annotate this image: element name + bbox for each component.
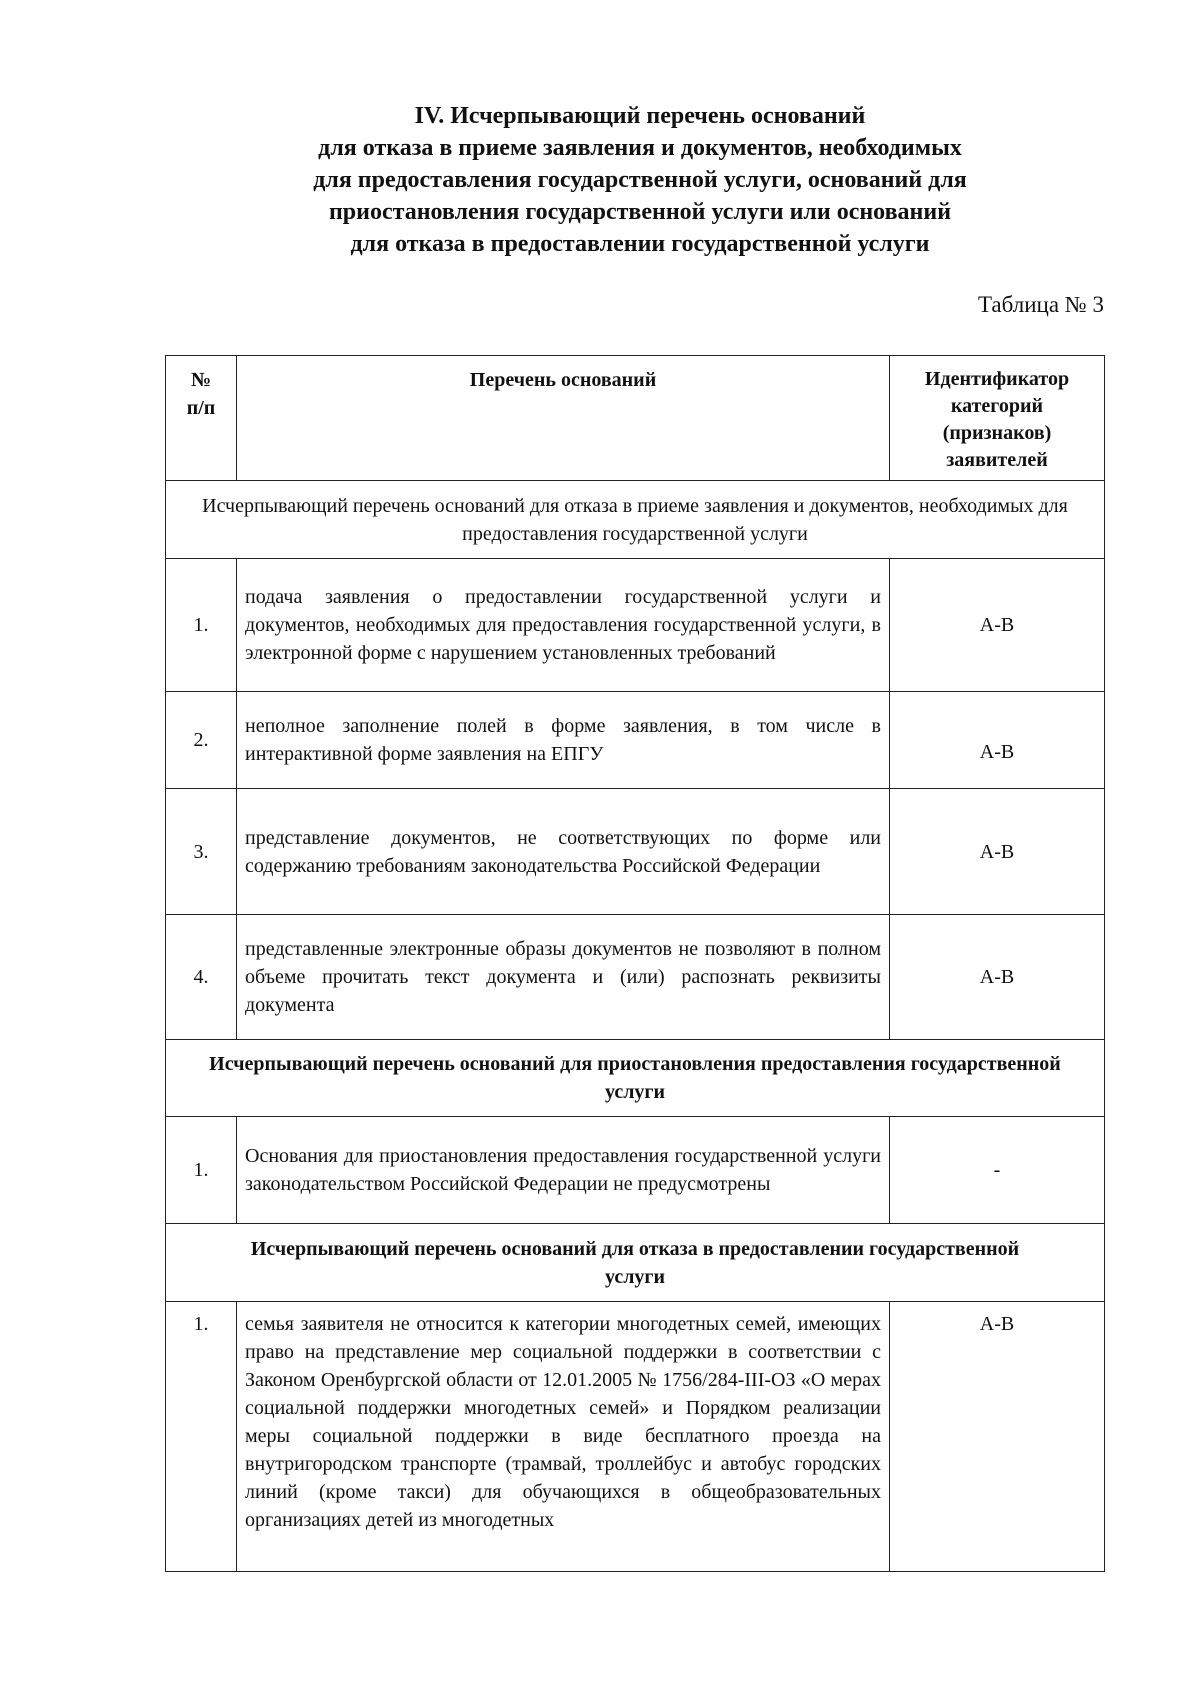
section-title: Исчерпывающий перечень оснований для отказа в приеме заявления и документов, необходимых для предоставления государственной услуги bbox=[166, 481, 1105, 559]
section-heading bbox=[200, 100, 1080, 260]
section-title: Исчерпывающий перечень оснований для отказа в предоставлении государственной услуги bbox=[166, 1224, 1105, 1302]
row-num: 4. bbox=[166, 915, 237, 1040]
table-row bbox=[166, 559, 1105, 692]
row-num: 1. bbox=[166, 559, 237, 692]
row-identifier: А-В bbox=[890, 1302, 1105, 1572]
row-text: неполное заполнение полей в форме заявления, в том числе в интерактивной форме заявления на ЕПГУ bbox=[237, 692, 890, 789]
section-row bbox=[166, 481, 1105, 559]
section-title: Исчерпывающий перечень оснований для приостановления предоставления государственной услуги bbox=[166, 1040, 1105, 1117]
row-text: представление документов, не соответствующих по форме или содержанию требованиям законодательства Российской Федерации bbox=[237, 789, 890, 915]
row-num: 2. bbox=[166, 692, 237, 789]
header-num: № п/п bbox=[166, 356, 237, 481]
header-reasons: Перечень оснований bbox=[237, 356, 890, 481]
row-text: представленные электронные образы документов не позволяют в полном объеме прочитать текст документа и (или) распознать реквизиты документа bbox=[237, 915, 890, 1040]
row-num: 1. bbox=[166, 1302, 237, 1572]
row-text: семья заявителя не относится к категории многодетных семей, имеющих право на представление мер социальной поддержки в соответствии с Законом Оренбургской области от 12.01.2005 № 1756/284-III-ОЗ «О мерах социальной поддержки многодетных семей» и Порядком реализации меры социальной поддержки в виде бесплатного проезда на внутригородском транспорте (трамвай, троллейбус и автобус городских линий (кроме такси) для обучающихся в общеобразовательных организациях детей из многодетных bbox=[237, 1302, 890, 1572]
table-header-row bbox=[166, 356, 1105, 481]
table-row bbox=[166, 789, 1105, 915]
row-identifier: А-В bbox=[890, 692, 1105, 789]
table-row bbox=[166, 692, 1105, 789]
heading-line: IV. Исчерпывающий перечень оснований bbox=[414, 103, 866, 129]
section-row bbox=[166, 1224, 1105, 1302]
row-text: Основания для приостановления предоставления государственной услуги законодательством Российской Федерации не предусмотрены bbox=[237, 1117, 890, 1224]
table-row bbox=[166, 1302, 1105, 1572]
table-row bbox=[166, 915, 1105, 1040]
row-identifier: А-В bbox=[890, 559, 1105, 692]
row-identifier: А-В bbox=[890, 789, 1105, 915]
row-num: 1. bbox=[166, 1117, 237, 1224]
heading-line: для предоставления государственной услуги, оснований для bbox=[313, 167, 967, 193]
row-text: подача заявления о предоставлении государственной услуги и документов, необходимых для предоставления государственной услуги, в электронной форме с нарушением установленных требований bbox=[237, 559, 890, 692]
heading-line: для отказа в предоставлении государственной услуги bbox=[350, 231, 930, 257]
heading-line: приостановления государственной услуги или оснований bbox=[328, 199, 952, 225]
grounds-table bbox=[165, 355, 1105, 1572]
section-row bbox=[166, 1040, 1105, 1117]
row-identifier: - bbox=[890, 1117, 1105, 1224]
table-label: Таблица № 3 bbox=[977, 292, 1104, 317]
heading-line: для отказа в приеме заявления и документов, необходимых bbox=[318, 135, 962, 161]
table-row bbox=[166, 1117, 1105, 1224]
header-identifier: Идентификатор категорий (признаков) заявителей bbox=[890, 356, 1105, 481]
row-identifier: А-В bbox=[890, 915, 1105, 1040]
row-num: 3. bbox=[166, 789, 237, 915]
